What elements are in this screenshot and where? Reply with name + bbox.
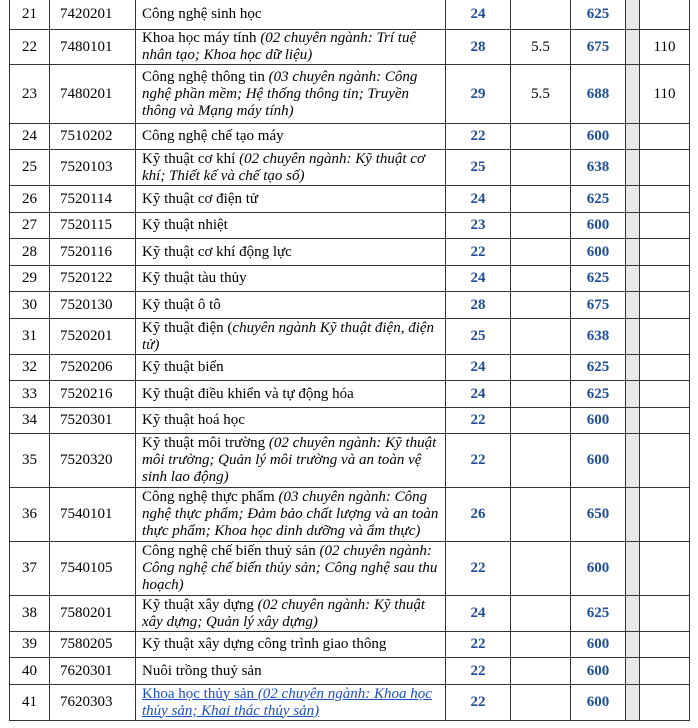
major-name xyxy=(136,65,446,124)
major-code: 7520114 xyxy=(50,186,136,213)
major-title: Công nghệ chế biến thuỷ sản xyxy=(142,543,320,559)
row-index: 40 xyxy=(10,658,50,685)
extra-requirement xyxy=(511,266,571,292)
score-threshold: 23 xyxy=(446,213,511,239)
extra-requirement xyxy=(511,434,571,488)
major-code: 7540105 xyxy=(50,542,136,596)
major-code: 7520115 xyxy=(50,213,136,239)
table-row xyxy=(10,685,690,721)
table-row xyxy=(10,658,690,685)
points-threshold: 688 xyxy=(571,65,626,124)
major-code: 7520320 xyxy=(50,434,136,488)
row-index: 35 xyxy=(10,434,50,488)
table-row xyxy=(10,186,690,213)
separator-column xyxy=(626,658,640,685)
major-specializations: (02 chuyên ngành: Trí tuệ nhân tạo; Khoa học dữ liệu) xyxy=(142,30,417,63)
major-title: Khoa học thủy sản xyxy=(142,685,258,702)
score-threshold: 26 xyxy=(446,488,511,542)
last-value xyxy=(640,632,690,658)
major-code: 7580201 xyxy=(50,596,136,632)
table-row xyxy=(10,632,690,658)
major-name xyxy=(136,596,446,632)
major-code: 7620301 xyxy=(50,658,136,685)
extra-requirement xyxy=(511,381,571,408)
last-value xyxy=(640,355,690,381)
extra-requirement: 5.5 xyxy=(511,65,571,124)
extra-requirement xyxy=(511,355,571,381)
points-threshold: 650 xyxy=(571,488,626,542)
row-index: 39 xyxy=(10,632,50,658)
major-title: Kỹ thuật xây dựng công trình giao thông xyxy=(142,636,387,652)
score-threshold: 22 xyxy=(446,632,511,658)
points-threshold: 600 xyxy=(571,213,626,239)
major-name xyxy=(136,124,446,150)
major-title: Kỹ thuật điều khiển và tự động hóa xyxy=(142,385,354,402)
last-value xyxy=(640,685,690,721)
row-index: 24 xyxy=(10,124,50,150)
major-title: Kỹ thuật nhiệt xyxy=(142,217,228,233)
major-code: 7520103 xyxy=(50,150,136,186)
major-title: Kỹ thuật cơ khí xyxy=(142,150,240,167)
score-threshold: 24 xyxy=(446,596,511,632)
extra-requirement xyxy=(511,319,571,355)
admission-table xyxy=(9,0,690,721)
major-name xyxy=(136,488,446,542)
points-threshold: 600 xyxy=(571,542,626,596)
table-row xyxy=(10,124,690,150)
table-row xyxy=(10,355,690,381)
score-threshold: 22 xyxy=(446,658,511,685)
row-index: 22 xyxy=(10,30,50,65)
major-code: 7520201 xyxy=(50,319,136,355)
points-threshold: 675 xyxy=(571,292,626,319)
major-name xyxy=(136,30,446,65)
points-threshold: 625 xyxy=(571,186,626,213)
last-value xyxy=(640,150,690,186)
points-threshold: 625 xyxy=(571,596,626,632)
major-name xyxy=(136,292,446,319)
major-code: 7580205 xyxy=(50,632,136,658)
points-threshold: 600 xyxy=(571,632,626,658)
separator-column xyxy=(626,596,640,632)
score-threshold: 25 xyxy=(446,319,511,355)
score-threshold: 22 xyxy=(446,434,511,488)
extra-requirement xyxy=(511,596,571,632)
major-code: 7480201 xyxy=(50,65,136,124)
row-index: 26 xyxy=(10,186,50,213)
last-value xyxy=(640,381,690,408)
extra-requirement xyxy=(511,0,571,30)
row-index: 31 xyxy=(10,319,50,355)
points-threshold: 638 xyxy=(571,150,626,186)
extra-requirement xyxy=(511,213,571,239)
row-index: 34 xyxy=(10,408,50,434)
points-threshold: 600 xyxy=(571,658,626,685)
score-threshold: 22 xyxy=(446,239,511,266)
separator-column xyxy=(626,542,640,596)
score-threshold: 24 xyxy=(446,355,511,381)
major-title: Kỹ thuật điện ( xyxy=(142,319,233,336)
row-index: 29 xyxy=(10,266,50,292)
separator-column xyxy=(626,381,640,408)
extra-requirement xyxy=(511,150,571,186)
major-specializations: (02 chuyên ngành: Kỹ thuật xây dựng; Quản lý xây dựng) xyxy=(142,596,426,630)
table-row xyxy=(10,542,690,596)
separator-column xyxy=(626,685,640,721)
row-index: 33 xyxy=(10,381,50,408)
extra-requirement xyxy=(511,239,571,266)
table-row xyxy=(10,292,690,319)
row-index: 32 xyxy=(10,355,50,381)
major-name xyxy=(136,0,446,30)
extra-requirement: 5.5 xyxy=(511,30,571,65)
major-title: Kỹ thuật hoá học xyxy=(142,412,245,428)
table-row xyxy=(10,150,690,186)
points-threshold: 600 xyxy=(571,408,626,434)
score-threshold: 24 xyxy=(446,381,511,408)
extra-requirement xyxy=(511,632,571,658)
major-name xyxy=(136,685,446,721)
points-threshold: 625 xyxy=(571,0,626,30)
table-row xyxy=(10,213,690,239)
points-threshold: 600 xyxy=(571,124,626,150)
major-name xyxy=(136,239,446,266)
points-threshold: 675 xyxy=(571,30,626,65)
points-threshold: 600 xyxy=(571,685,626,721)
last-value xyxy=(640,488,690,542)
separator-column xyxy=(626,292,640,319)
major-name xyxy=(136,186,446,213)
extra-requirement xyxy=(511,292,571,319)
last-value xyxy=(640,434,690,488)
major-name xyxy=(136,213,446,239)
score-threshold: 24 xyxy=(446,266,511,292)
major-title: Kỹ thuật môi trường xyxy=(142,435,269,451)
table-row xyxy=(10,434,690,488)
score-threshold: 24 xyxy=(446,0,511,30)
table-row xyxy=(10,30,690,65)
row-index: 36 xyxy=(10,488,50,542)
row-index: 30 xyxy=(10,292,50,319)
last-value xyxy=(640,319,690,355)
major-title: Công nghệ sinh học xyxy=(142,5,262,22)
major-specializations: (02 chuyên ngành: Khoa học thủy sản; Khai thác thủy sản) xyxy=(142,685,432,719)
major-name xyxy=(136,542,446,596)
row-index: 23 xyxy=(10,65,50,124)
table-row xyxy=(10,408,690,434)
major-title: Kỹ thuật xây dựng xyxy=(142,596,258,613)
major-name xyxy=(136,319,446,355)
separator-column xyxy=(626,186,640,213)
separator-column xyxy=(626,434,640,488)
major-title: Công nghệ thực phẩm xyxy=(142,489,279,505)
score-threshold: 22 xyxy=(446,542,511,596)
table-row xyxy=(10,319,690,355)
major-code: 7420201 xyxy=(50,0,136,30)
separator-column xyxy=(626,408,640,434)
last-value xyxy=(640,124,690,150)
row-index: 21 xyxy=(10,0,50,30)
table-row xyxy=(10,488,690,542)
last-value xyxy=(640,408,690,434)
points-threshold: 600 xyxy=(571,239,626,266)
major-code: 7520122 xyxy=(50,266,136,292)
major-specializations: (02 chuyên ngành: Kỹ thuật môi trường; Quản lý môi trường và an toàn vệ sinh lao động) xyxy=(142,435,437,485)
last-value xyxy=(640,292,690,319)
score-threshold: 22 xyxy=(446,408,511,434)
major-title: Kỹ thuật ô tô xyxy=(142,296,221,313)
major-title: Khoa học máy tính xyxy=(142,30,261,46)
score-threshold: 29 xyxy=(446,65,511,124)
last-value: 110 xyxy=(640,30,690,65)
major-code: 7520206 xyxy=(50,355,136,381)
last-value xyxy=(640,0,690,30)
score-threshold: 28 xyxy=(446,292,511,319)
separator-column xyxy=(626,319,640,355)
major-code: 7510202 xyxy=(50,124,136,150)
last-value xyxy=(640,542,690,596)
separator-column xyxy=(626,65,640,124)
extra-requirement xyxy=(511,658,571,685)
major-name xyxy=(136,658,446,685)
major-specializations: (02 chuyên ngành: Kỹ thuật cơ khí; Thiết kế và chế tạo số) xyxy=(142,150,425,184)
major-title: Nuôi trồng thuỷ sản xyxy=(142,662,262,679)
major-name xyxy=(136,355,446,381)
score-threshold: 24 xyxy=(446,186,511,213)
last-value xyxy=(640,239,690,266)
separator-column xyxy=(626,488,640,542)
major-code: 7620303 xyxy=(50,685,136,721)
separator-column xyxy=(626,0,640,30)
major-specializations: (03 chuyên ngành: Công nghệ thực phẩm; Đảm bảo chất lượng và an toàn thực phẩm; Khoa học dinh dưỡng và ẩm thực) xyxy=(142,489,439,539)
major-code: 7540101 xyxy=(50,488,136,542)
row-index: 38 xyxy=(10,596,50,632)
table-row xyxy=(10,596,690,632)
last-value: 110 xyxy=(640,65,690,124)
points-threshold: 600 xyxy=(571,434,626,488)
separator-column xyxy=(626,266,640,292)
row-index: 28 xyxy=(10,239,50,266)
major-name xyxy=(136,150,446,186)
extra-requirement xyxy=(511,685,571,721)
last-value xyxy=(640,186,690,213)
separator-column xyxy=(626,30,640,65)
major-title: Kỹ thuật cơ khí động lực xyxy=(142,243,292,260)
row-index: 37 xyxy=(10,542,50,596)
table-row xyxy=(10,239,690,266)
major-title: Kỹ thuật tàu thủy xyxy=(142,270,247,286)
extra-requirement xyxy=(511,488,571,542)
extra-requirement xyxy=(511,408,571,434)
major-name xyxy=(136,381,446,408)
major-code: 7520216 xyxy=(50,381,136,408)
major-title: Công nghệ chế tạo máy xyxy=(142,128,284,144)
major-name xyxy=(136,632,446,658)
separator-column xyxy=(626,150,640,186)
separator-column xyxy=(626,355,640,381)
major-code: 7520130 xyxy=(50,292,136,319)
separator-column xyxy=(626,213,640,239)
row-index: 27 xyxy=(10,213,50,239)
score-threshold: 25 xyxy=(446,150,511,186)
major-specializations: (02 chuyên ngành: Công nghệ chế biến thủy sản; Công nghệ sau thu hoạch) xyxy=(142,543,438,593)
score-threshold: 22 xyxy=(446,685,511,721)
major-specializations: chuyên ngành Kỹ thuật điện, điện tử) xyxy=(142,319,435,353)
major-title: Công nghệ thông tin xyxy=(142,68,269,85)
major-name xyxy=(136,266,446,292)
major-name xyxy=(136,434,446,488)
last-value xyxy=(640,266,690,292)
major-code: 7520301 xyxy=(50,408,136,434)
table-row xyxy=(10,381,690,408)
last-value xyxy=(640,658,690,685)
major-code: 7520116 xyxy=(50,239,136,266)
extra-requirement xyxy=(511,542,571,596)
table-body xyxy=(10,0,690,721)
major-specializations: (03 chuyên ngành: Công nghệ phần mềm; Hệ thống thông tin; Truyền thông và Mạng máy tính) xyxy=(142,68,418,119)
row-index: 25 xyxy=(10,150,50,186)
major-link[interactable] xyxy=(142,686,432,719)
score-threshold: 22 xyxy=(446,124,511,150)
major-title: Kỹ thuật cơ điện tử xyxy=(142,190,259,207)
table-row xyxy=(10,65,690,124)
extra-requirement xyxy=(511,186,571,213)
major-code: 7480101 xyxy=(50,30,136,65)
last-value xyxy=(640,596,690,632)
major-title: Kỹ thuật biển xyxy=(142,359,224,375)
last-value xyxy=(640,213,690,239)
table-row xyxy=(10,0,690,30)
row-index: 41 xyxy=(10,685,50,721)
score-threshold: 28 xyxy=(446,30,511,65)
major-name xyxy=(136,408,446,434)
separator-column xyxy=(626,632,640,658)
table-row xyxy=(10,266,690,292)
extra-requirement xyxy=(511,124,571,150)
separator-column xyxy=(626,239,640,266)
points-threshold: 638 xyxy=(571,319,626,355)
points-threshold: 625 xyxy=(571,266,626,292)
separator-column xyxy=(626,124,640,150)
points-threshold: 625 xyxy=(571,381,626,408)
points-threshold: 625 xyxy=(571,355,626,381)
